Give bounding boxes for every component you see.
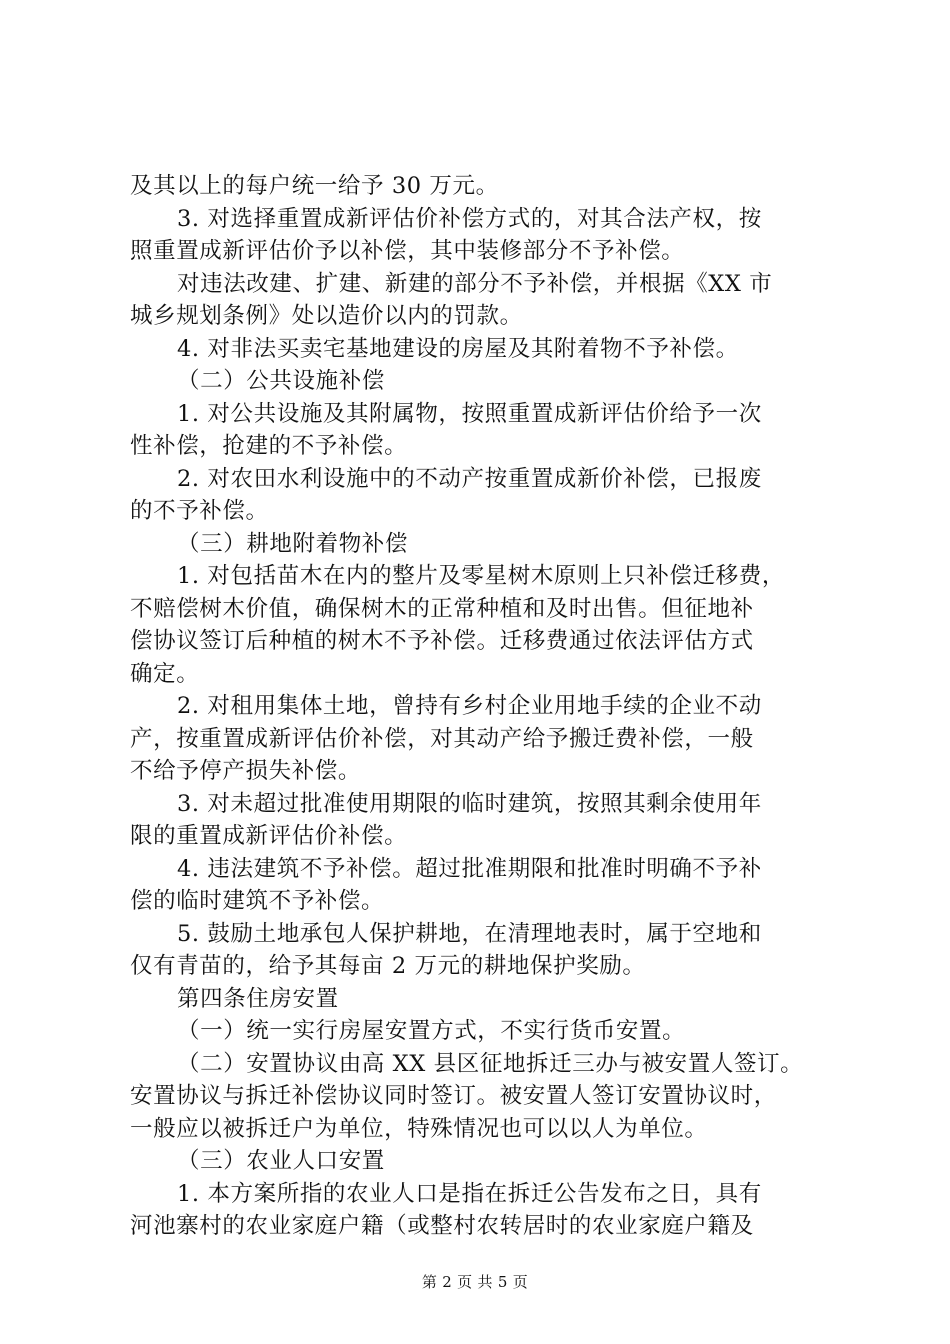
text-line: （二）安置协议由高 XX 县区征地拆迁三办与被安置人签订。 — [177, 1050, 804, 1077]
text-line: 产，按重置成新评估价补偿，对其动产给予搬迁费补偿，一般 — [130, 725, 754, 752]
text-line: 城乡规划条例》处以造价以内的罚款。 — [130, 303, 523, 329]
text-line: 第四条住房安置 — [177, 985, 339, 1012]
text-line: 仅有青苗的，给予其每亩 2 万元的耕地保护奖励。 — [130, 953, 646, 979]
text-line: （三）耕地附着物补偿 — [177, 530, 409, 557]
text-line: 5. 鼓励土地承包人保护耕地，在清理地表时，属于空地和 — [177, 920, 762, 947]
text-line: 偿协议签订后种植的树木不予补偿。迁移费通过依法评估方式 — [130, 628, 754, 654]
document-body — [130, 170, 830, 1243]
text-line: 确定。 — [130, 660, 200, 687]
text-line: 4. 对非法买卖宅基地建设的房屋及其附着物不予补偿。 — [177, 335, 739, 362]
text-line: 河池寨村的农业家庭户籍（或整村农转居时的农业家庭户籍及 — [130, 1213, 754, 1239]
text-line: 及其以上的每户统一给予 30 万元。 — [130, 173, 499, 199]
text-line: （一）统一实行房屋安置方式，不实行货币安置。 — [177, 1018, 686, 1044]
text-line: 3. 对未超过批准使用期限的临时建筑，按照其剩余使用年 — [177, 790, 762, 817]
text-line: 2. 对租用集体土地，曾持有乡村企业用地手续的企业不动 — [177, 693, 762, 719]
text-line: 安置协议与拆迁补偿协议同时签订。被安置人签订安置协议时， — [130, 1083, 777, 1109]
text-line: 4. 违法建筑不予补偿。超过批准期限和批准时明确不予补 — [177, 855, 762, 882]
text-line: 1. 对公共设施及其附属物，按照重置成新评估价给予一次 — [177, 400, 762, 427]
text-line: 对违法改建、扩建、新建的部分不予补偿，并根据《XX 市 — [177, 270, 773, 297]
text-line: （三）农业人口安置 — [177, 1148, 385, 1174]
text-line: 限的重置成新评估价补偿。 — [130, 823, 408, 849]
page-footer: 第 2 页 共 5 页 — [421, 1273, 529, 1291]
text-line: 照重置成新评估价予以补偿，其中装修部分不予补偿。 — [130, 238, 685, 264]
text-line: 不给予停产损失补偿。 — [130, 758, 362, 784]
text-line: 1. 对包括苗木在内的整片及零星树木原则上只补偿迁移费， — [177, 563, 785, 589]
text-line: 3. 对选择重置成新评估价补偿方式的，对其合法产权，按 — [177, 205, 762, 232]
text-line: 2. 对农田水利设施中的不动产按重置成新价补偿，已报废 — [177, 465, 762, 492]
text-line: 性补偿，抢建的不予补偿。 — [130, 433, 408, 459]
text-line: 不赔偿树木价值，确保树木的正常种植和及时出售。但征地补 — [130, 595, 754, 622]
text-line: 1. 本方案所指的农业人口是指在拆迁公告发布之日，具有 — [177, 1180, 762, 1207]
text-line: 偿的临时建筑不予补偿。 — [130, 888, 385, 914]
text-line: （二）公共设施补偿 — [177, 368, 385, 394]
text-line: 的不予补偿。 — [130, 498, 269, 524]
text-line: 一般应以被拆迁户为单位，特殊情况也可以以人为单位。 — [130, 1115, 708, 1142]
